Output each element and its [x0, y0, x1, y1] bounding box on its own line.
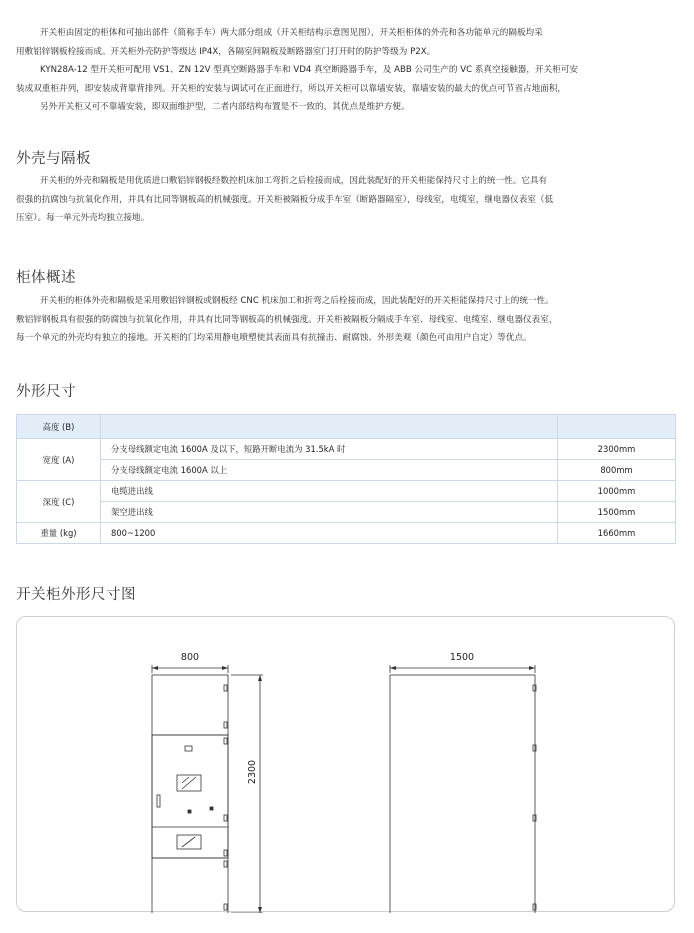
- table-cell-desc: 分支母线额定电流 1600A 及以下，短路开断电流为 31.5kA 时: [101, 439, 558, 460]
- body-paragraph: [16, 292, 676, 348]
- intro-line: 装成双重柜并列，即安装成背靠背排列。开关柜的安装与调试可在正面进行，所以开关柜可以靠墙安装，靠墙安装的最大的优点可节省占地面积，: [16, 83, 567, 94]
- intro-paragraph: [16, 24, 676, 117]
- section-title-drawing: 开关柜外形尺寸图: [16, 587, 136, 603]
- section-title-dims: 外形尺寸: [16, 384, 76, 400]
- table-cell-desc: 800~1200: [101, 523, 558, 544]
- intro-line: 用敷铝锌钢板栓接而成。开关柜外壳防护等级达 IP4X，各隔室间隔板及断路器室门打开时的防护等级为 P2X。: [16, 46, 436, 57]
- body-line: 开关柜的柜体外壳和隔板是采用敷铝锌钢板或钢板经 CNC 机床加工和折弯之后栓接而成，因此装配好的开关柜能保持尺寸上的统一性。: [40, 296, 554, 306]
- dim-label-width: 800: [180, 652, 200, 663]
- table-row: [17, 415, 676, 439]
- dim-arrow: [258, 907, 262, 913]
- shell-line: 很强的抗腐蚀与抗氧化作用，并具有比同等钢板高的机械强度。开关柜被隔板分成手车室（断路器隔室），母线室，电缆室，继电器仪表室（低: [16, 194, 554, 205]
- table-cell-desc: 分支母线额定电流 1600A 以上: [101, 460, 558, 481]
- table-cell-desc: 电缆进出线: [101, 481, 558, 502]
- front-cabinet-outline: [152, 675, 228, 913]
- table-cell-empty: [101, 415, 558, 439]
- window-mark: [182, 837, 195, 847]
- side-hinge: [533, 904, 536, 910]
- front-hinge: [224, 904, 227, 910]
- table-row: [17, 523, 676, 544]
- dim-label-height: 2300: [247, 759, 258, 785]
- depth-label: 深度 (C): [17, 481, 101, 523]
- intro-line: 另外开关柜又可不靠墙安装，即双面维护型，二者内部结构布置是不一致的，其优点是维护方便。: [40, 102, 410, 112]
- front-hinge: [224, 815, 227, 821]
- shell-paragraph: [16, 172, 676, 228]
- side-hinge: [533, 745, 536, 751]
- dim-arrow: [258, 675, 262, 681]
- table-cell-value: 1660mm: [558, 523, 676, 544]
- front-indicator: [185, 746, 192, 751]
- intro-line: 开关柜由固定的柜体和可抽出部件（简称手车）两大部分组成（开关柜结构示意图见图），开关柜柜体的外壳和各功能单元的隔板均采: [40, 28, 543, 38]
- shell-line: 压室）。每一单元外壳均独立接地。: [16, 213, 150, 223]
- intro-line: KYN28A-12 型开关柜可配用 VS1、ZN 12V 型真空断路器手车和 VD4 真空断路器手车，及 ABB 公司生产的 VC 系真空接触器，开关柜可安: [40, 65, 578, 75]
- table-row: [17, 481, 676, 502]
- width-label: 宽度 (A): [17, 439, 101, 481]
- table-cell-desc: 架空进出线: [101, 502, 558, 523]
- table-row: [17, 460, 676, 481]
- section-title-body: 柜体概述: [16, 270, 76, 286]
- drawing-frame: [16, 616, 675, 912]
- window-mark: [182, 777, 189, 783]
- front-hinge: [224, 685, 227, 691]
- table-cell-value: 2300mm: [558, 439, 676, 460]
- shell-line: 开关柜的外壳和隔板是用优质进口敷铝锌钢板经数控机床加工弯折之后栓接而成，因此装配好的开关柜能保持尺寸上的统一性。它具有: [40, 176, 548, 186]
- body-line: 每一个单元的外壳均有独立的接地。开关柜的门均采用静电喷塑使其表面具有抗撞击、耐腐蚀、外形美观（颜色可由用户自定）等优点。: [16, 333, 532, 343]
- side-cabinet-outline: [390, 675, 535, 913]
- front-hinge: [224, 738, 227, 744]
- front-knob: [188, 810, 191, 813]
- dim-arrow: [529, 666, 535, 670]
- front-handle: [157, 795, 160, 807]
- cabinet-outline-drawing: [17, 617, 676, 913]
- side-hinge: [533, 815, 536, 821]
- front-knob: [210, 807, 213, 810]
- dim-arrow: [390, 666, 396, 670]
- weight-label: 重量 (kg): [17, 523, 101, 544]
- breaker-door: [152, 735, 228, 858]
- table-cell-empty: [558, 415, 676, 439]
- front-hinge: [224, 850, 227, 856]
- table-cell-value: 800mm: [558, 460, 676, 481]
- front-hinge: [224, 861, 227, 867]
- table-row: [17, 439, 676, 460]
- dimensions-table: [16, 414, 676, 544]
- section-title-shell: 外壳与隔板: [16, 151, 91, 167]
- dim-arrow: [152, 666, 158, 670]
- table-row: [17, 502, 676, 523]
- table-cell-value: 1500mm: [558, 502, 676, 523]
- front-hinge: [224, 722, 227, 728]
- table-cell-value: 1000mm: [558, 481, 676, 502]
- dim-label-depth: 1500: [449, 652, 475, 663]
- height-label: 高度 (B): [17, 415, 101, 439]
- dim-arrow: [222, 666, 228, 670]
- side-hinge: [533, 685, 536, 691]
- body-line: 敷铝锌钢板具有很强的防腐蚀与抗氧化作用，并具有比同等钢板高的机械强度。开关柜被隔板分隔成手车室、母线室、电缆室、继电器仪表室，: [16, 314, 558, 325]
- window-mark: [182, 777, 196, 789]
